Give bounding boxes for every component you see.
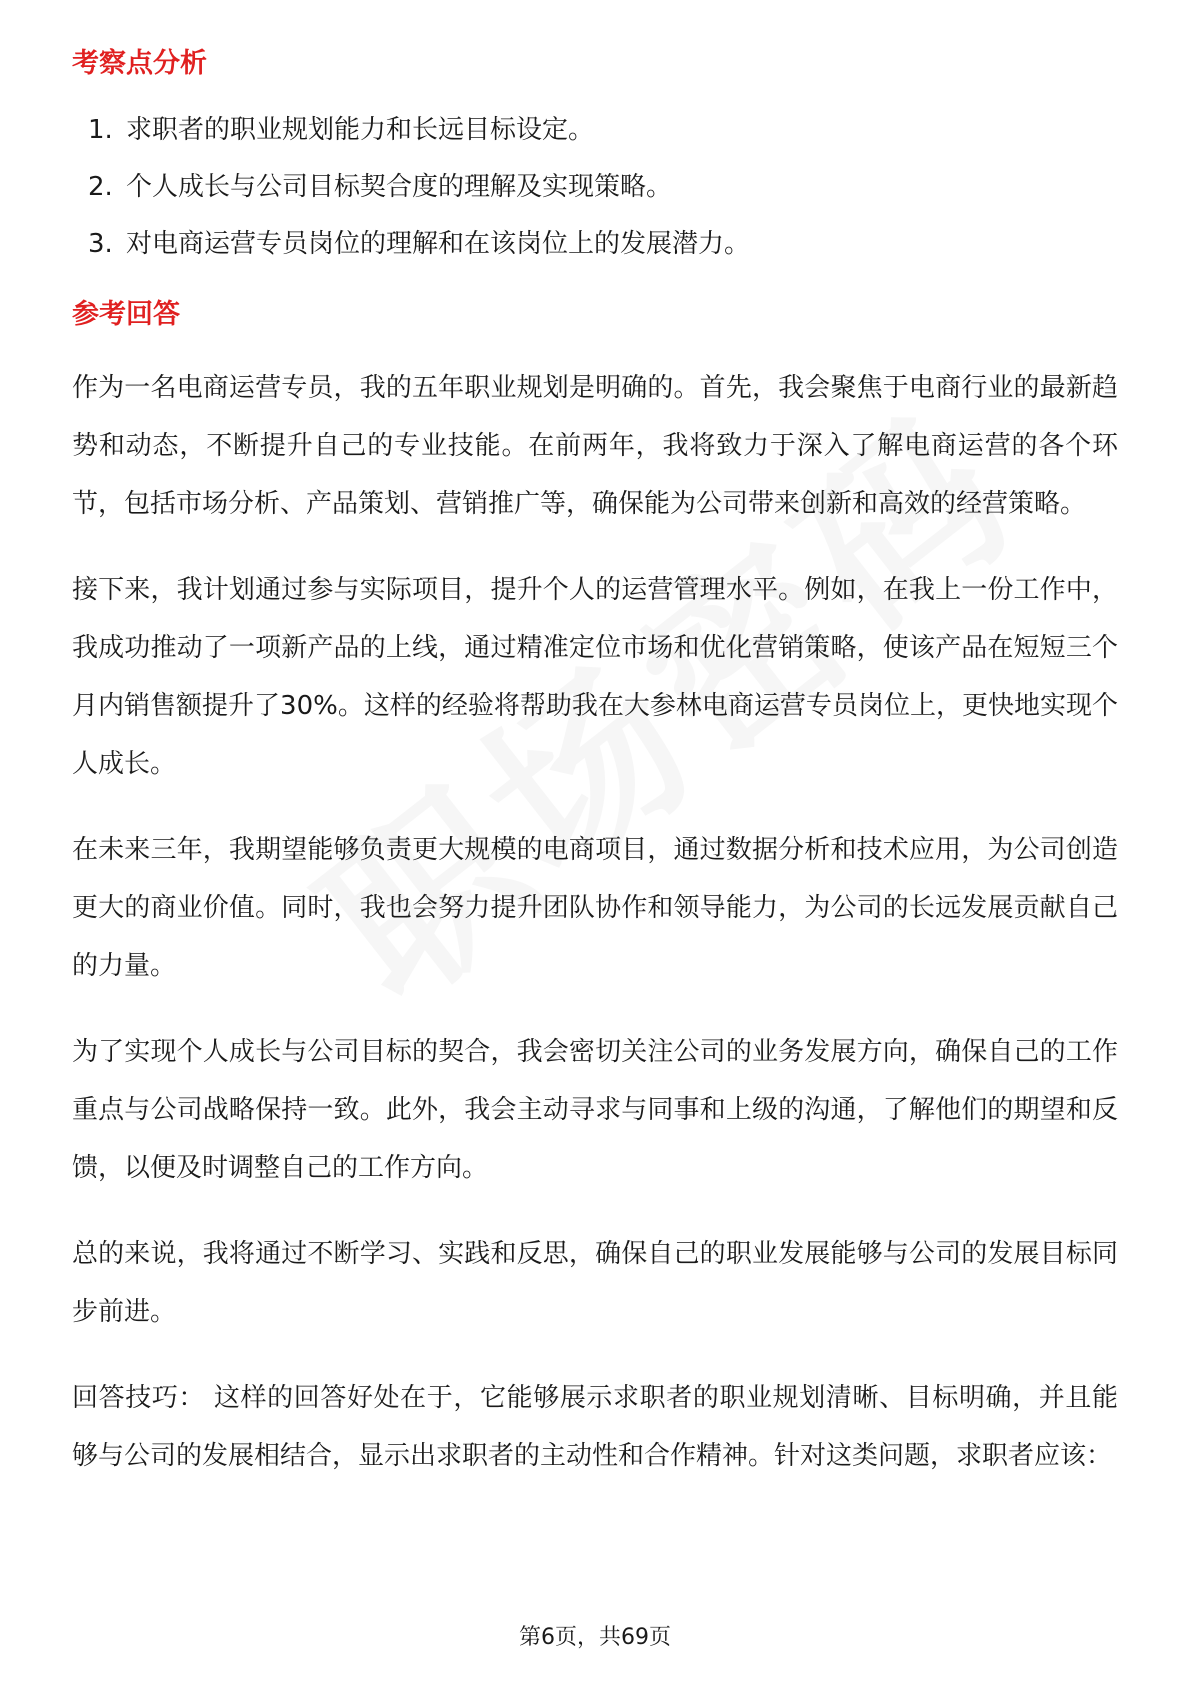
list-item-number: 1. xyxy=(88,115,113,145)
answer-paragraph: 总的来说，我将通过不断学习、实践和反思，确保自己的职业发展能够与公司的发展目标同步前进。 xyxy=(72,1239,1118,1327)
analysis-list xyxy=(72,102,1118,273)
answer-paragraph: 在未来三年，我期望能够负责更大规模的电商项目，通过数据分析和技术应用，为公司创造更大的商业价值。同时，我也会努力提升团队协作和领导能力，为公司的长远发展贡献自己的力量。 xyxy=(72,835,1118,981)
page-number: 第6页，共69页 xyxy=(519,1625,671,1650)
list-item-number: 2. xyxy=(88,172,113,202)
answer-heading: 参考回答 xyxy=(72,299,180,330)
list-item-text: 个人成长与公司目标契合度的理解及实现策略。 xyxy=(126,172,673,202)
answer-tips-paragraph: 回答技巧： 这样的回答好处在于，它能够展示求职者的职业规划清晰、目标明确，并且能够与公司的发展相结合，显示出求职者的主动性和合作精神。针对这类问题，求职者应该： xyxy=(72,1383,1118,1471)
answer-paragraph: 为了实现个人成长与公司目标的契合，我会密切关注公司的业务发展方向，确保自己的工作重点与公司战略保持一致。此外，我会主动寻求与同事和上级的沟通，了解他们的期望和反馈，以便及时调整自己的工作方向。 xyxy=(72,1037,1118,1183)
list-item-number: 3. xyxy=(88,229,113,259)
analysis-heading: 考察点分析 xyxy=(72,48,207,79)
answer-paragraph: 接下来，我计划通过参与实际项目，提升个人的运营管理水平。例如，在我上一份工作中，我成功推动了一项新产品的上线，通过精准定位市场和优化营销策略，使该产品在短短三个月内销售额提升了30%。这样的经验将帮助我在大参林电商运营专员岗位上，更快地实现个人成长。 xyxy=(72,575,1118,779)
list-item xyxy=(72,102,1118,159)
answer-paragraph: 作为一名电商运营专员，我的五年职业规划是明确的。首先，我会聚焦于电商行业的最新趋势和动态，不断提升自己的专业技能。在前两年，我将致力于深入了解电商运营的各个环节，包括市场分析、产品策划、营销推广等，确保能为公司带来创新和高效的经营策略。 xyxy=(72,373,1118,519)
list-item xyxy=(72,159,1118,216)
list-item xyxy=(72,216,1118,273)
document-page xyxy=(72,44,1118,1485)
list-item-text: 对电商运营专员岗位的理解和在该岗位上的发展潜力。 xyxy=(126,229,751,259)
list-item-text: 求职者的职业规划能力和长远目标设定。 xyxy=(126,115,595,145)
